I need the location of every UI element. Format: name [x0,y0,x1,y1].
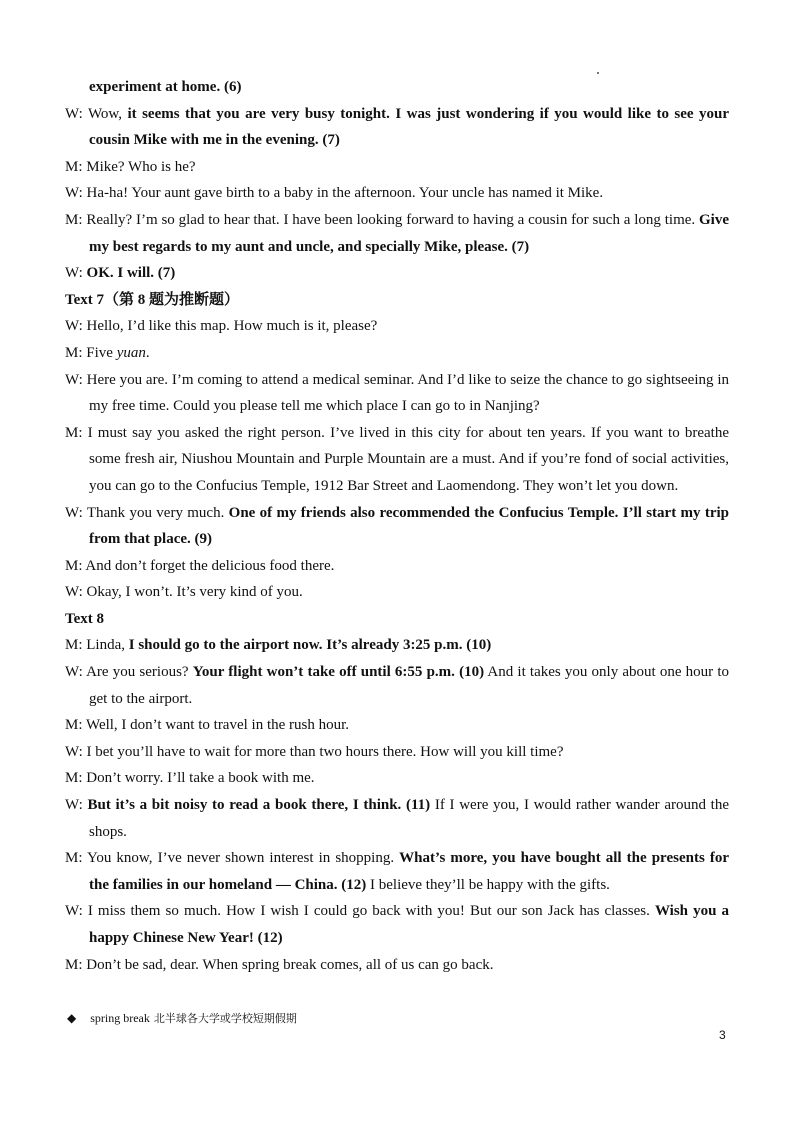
dialogue-line [65,952,729,979]
dialogue-text: M: And don’t forget the delicious food there. [65,557,335,574]
dialogue-line [65,765,729,792]
dialogue-line [65,367,729,420]
dialogue-text: yuan [116,344,146,361]
dialogue-text: M: Don’t be sad, dear. When spring break comes, all of us can go back. [65,956,494,973]
answer-highlight: Text 8 [65,610,105,627]
page-number: 3 [719,1028,726,1042]
dialogue-line [65,500,729,553]
dialogue-line [65,260,729,287]
dialogue-text: I believe they’ll be happy with the gifts. [366,876,610,893]
dialogue-text: M: Don’t worry. I’ll take a book with me. [65,770,315,787]
footnote-term: spring break [90,1011,150,1025]
dialogue-text: W: I miss them so much. How I wish I could go back with you! But our son Jack has classes. [65,903,655,920]
dialogue-text: W: Ha-ha! Your aunt gave birth to a baby in the afternoon. Your uncle has named it Mike. [65,185,604,202]
dialogue-line [65,632,729,659]
dialogue-line [65,420,729,500]
dialogue-line [65,313,729,340]
answer-highlight: OK. I will. (7) [86,265,176,282]
dialogue-text: W: Hello, I’d like this map. How much is it, please? [65,318,378,335]
dialogue-text: W: Are you serious? [65,664,193,681]
dialogue-line [65,898,729,951]
dialogue-text: W: I bet you’ll have to wait for more than two hours there. How will you kill time? [65,743,564,760]
answer-highlight: I should go to the airport now. It’s already 3:25 p.m. (10) [128,637,492,654]
answer-highlight: But it’s a bit noisy to read a book there, I think. (11) [87,797,431,814]
answer-highlight: it seems that you are very busy tonight. I was just wondering if you would like to see your cousin Mike with me in the evening. (7) [89,105,730,149]
answer-highlight: Give my best regards to my aunt and uncle, and specially Mike, please. (7) [89,211,729,255]
dialogue-line [65,101,729,154]
dialogue-line [65,659,729,712]
diamond-bullet-icon: ◆ [67,1011,77,1025]
dialogue-text: M: Linda, [65,637,129,654]
dialogue-line [65,340,729,367]
dialogue-line [65,180,729,207]
answer-highlight: Your flight won’t take off until 6:55 p.m. (10) [192,664,485,681]
section-heading [65,287,729,314]
transcript-body [65,74,729,978]
answer-highlight: Wish you a happy Chinese New Year! (12) [89,903,730,946]
dialogue-line [65,579,729,606]
dialogue-text: W: Here you are. I’m coming to attend a medical seminar. And I’d like to seize the chance to go sightseeing in my free time. Could you please tell me which place I can go to in Nanjing? [65,371,729,415]
section-heading [65,606,729,633]
dialogue-text: M: Mike? Who is he? [65,158,196,175]
dialogue-line [65,553,729,580]
dialogue-text: M: I must say you asked the right person. I’ve lived in this city for about ten years. If you want to breathe some fresh air, Niushou Mountain and Purple Mountain are a must. And if you’re fond of social activities, you can go to the Confucius Temple, 1912 Bar Street and Laomendong. They won’t let you down. [65,424,729,494]
dialogue-text: W: Thank you very much. [65,504,229,521]
dialogue-text: And it takes you only about one hour to get to the airport. [89,664,729,707]
footnote-meaning: 北半球各大学或学校短期假期 [153,1012,297,1025]
dialogue-line [65,712,729,739]
dialogue-text: . [145,344,150,361]
dialogue-text: M: You know, I’ve never shown interest in shopping. [65,850,400,867]
dialogue-text: M: Well, I don’t want to travel in the rush hour. [65,717,350,734]
footnote [67,1009,297,1028]
dialogue-text: M: Really? I’m so glad to hear that. I have been looking forward to having a cousin for such a long time. [65,211,699,228]
dialogue-text: If I were you, I would rather wander around the shops. [89,797,729,840]
dialogue-line [65,74,729,101]
dialogue-line [65,845,729,898]
answer-highlight: Text 7（第 8 题为推断题） [65,291,240,308]
dialogue-line [65,739,729,766]
dialogue-text: W: [65,265,87,282]
dialogue-line [65,154,729,181]
dialogue-text: M: Five [65,344,117,361]
answer-highlight: What’s more, you have bought all the presents for the families in our homeland — China. (12) [89,850,729,893]
answer-highlight: experiment at home. (6) [89,79,242,95]
dialogue-text: W: [65,797,88,814]
dialogue-line [65,792,729,845]
dialogue-text: W: Okay, I won’t. It’s very kind of you. [65,584,303,601]
dialogue-text: W: Wow, [65,105,128,122]
dialogue-line [65,207,729,260]
answer-highlight: One of my friends also recommended the Confucius Temple. I’ll start my trip from that place. (9) [89,504,730,548]
